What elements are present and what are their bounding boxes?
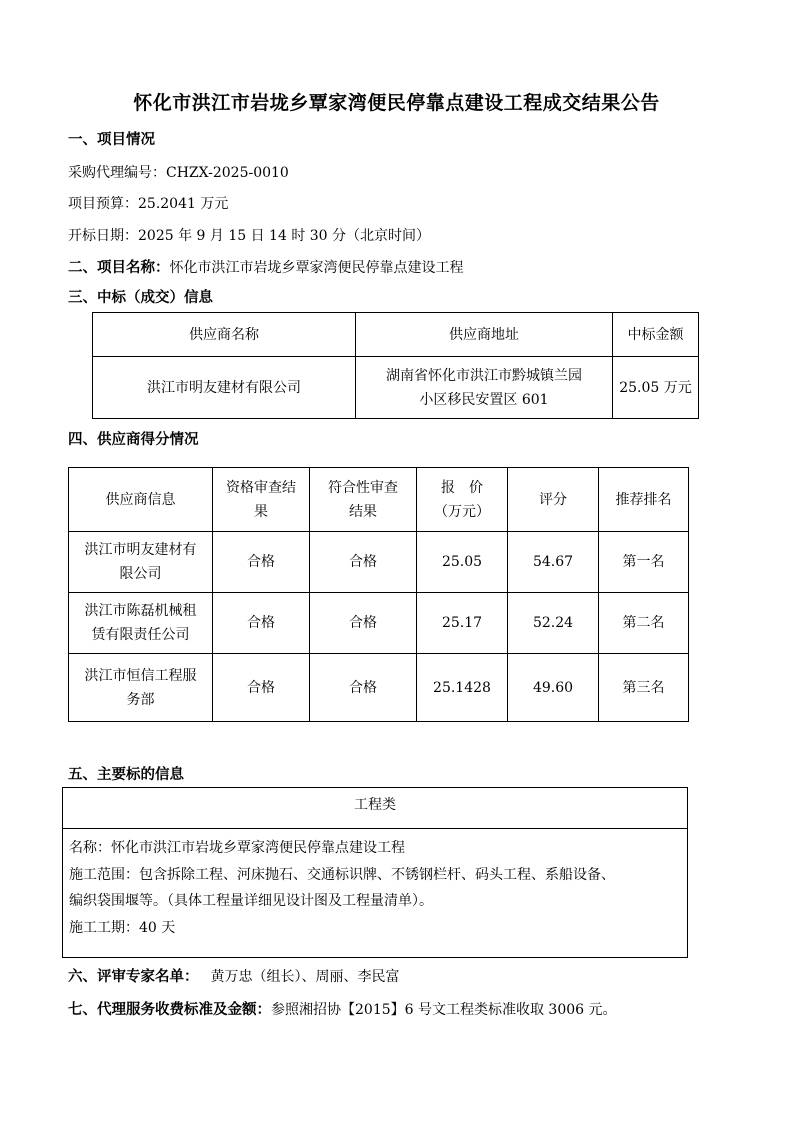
- conformity-result: 合格: [310, 654, 417, 722]
- section5-heading: 五、主要标的信息: [68, 767, 184, 783]
- subject-category: 工程类: [63, 788, 687, 829]
- page-title: 怀化市洪江市岩垅乡覃家湾便民停靠点建设工程成交结果公告: [133, 92, 660, 114]
- section2-line: [68, 256, 464, 277]
- expert-list: 黄万忠（组长）、周丽、李民富: [210, 969, 400, 985]
- header-conformity-line1: 符合性审查: [328, 479, 398, 496]
- subject-period: 施工工期：40 天: [69, 919, 176, 936]
- supplier-name-line2: 赁有限责任公司: [91, 627, 190, 643]
- header-winning-amount: 中标金额: [613, 313, 699, 357]
- section3-heading: 三、中标（成交）信息: [68, 290, 213, 306]
- project-budget: 项目预算：25.2041 万元: [68, 196, 229, 212]
- section2-heading: 二、项目名称：: [68, 260, 170, 276]
- winner-amount: 25.05 万元: [613, 357, 699, 419]
- table-row: [69, 654, 689, 722]
- rank-value: 第一名: [599, 532, 689, 593]
- winner-address: [356, 357, 613, 419]
- qualification-result: 合格: [213, 532, 310, 593]
- subject-scope-line2: 编织袋围堰等。（具体工程量详细见设计图及工程量清单）。: [69, 893, 433, 909]
- conformity-result: 合格: [310, 593, 417, 654]
- winner-table-row: [93, 357, 699, 419]
- supplier-name-line2: 限公司: [119, 566, 162, 582]
- quote-price: 25.17: [417, 593, 508, 654]
- section4-heading: 四、供应商得分情况: [68, 432, 199, 448]
- project-name: 怀化市洪江市岩垅乡覃家湾便民停靠点建设工程: [169, 260, 464, 276]
- header-qualification-line1: 资格审查结: [226, 479, 296, 496]
- header-price-line2: （万元）: [434, 503, 490, 520]
- supplier-name-line1: 洪江市陈磊机械租: [84, 603, 197, 619]
- section7-line: [68, 998, 617, 1019]
- score-value: 52.24: [508, 593, 599, 654]
- table-row: [69, 532, 689, 593]
- conformity-result: 合格: [310, 532, 417, 593]
- qualification-result: 合格: [213, 654, 310, 722]
- service-fee: 参照湘招协【2015】6 号文工程类标准收取 3006 元。: [271, 1002, 617, 1018]
- header-supplier-name: 供应商名称: [93, 313, 356, 357]
- section6-heading: 六、评审专家名单：: [68, 969, 199, 985]
- rank-value: 第三名: [599, 654, 689, 722]
- header-price: [417, 468, 508, 532]
- header-conformity-line2: 结果: [349, 503, 377, 520]
- section7-heading: 七、代理服务收费标准及金额：: [68, 1002, 271, 1018]
- section6-line: [68, 965, 400, 986]
- supplier-name: [69, 654, 213, 722]
- score-table-header: [69, 468, 689, 532]
- header-conformity: [310, 468, 417, 532]
- winner-table-header: [93, 313, 699, 357]
- open-date: 开标日期：2025 年 9 月 15 日 14 时 30 分（北京时间）: [68, 228, 431, 244]
- score-value: 54.67: [508, 532, 599, 593]
- supplier-name-line2: 务部: [126, 691, 155, 708]
- supplier-name-line1: 洪江市恒信工程服: [84, 667, 197, 684]
- subject-name: 名称：怀化市洪江市岩垅乡覃家湾便民停靠点建设工程: [69, 840, 405, 856]
- header-price-line1: 报 价: [441, 479, 483, 496]
- header-qualification-line2: 果: [254, 503, 268, 520]
- header-supplier-address: 供应商地址: [356, 313, 613, 357]
- subject-scope-line1: 施工范围：包含拆除工程、河床抛石、交通标识牌、不锈钢栏杆、码头工程、系船设备、: [69, 866, 615, 883]
- supplier-name: [69, 532, 213, 593]
- quote-price: 25.05: [417, 532, 508, 593]
- winner-name: 洪江市明友建材有限公司: [93, 357, 356, 419]
- header-rank: 推荐排名: [599, 468, 689, 532]
- quote-price: 25.1428: [417, 654, 508, 722]
- header-supplier-info: 供应商信息: [69, 468, 213, 532]
- winner-table: [92, 312, 699, 419]
- subject-details: [63, 829, 687, 941]
- winner-address-line2: 小区移民安置区 601: [419, 391, 549, 408]
- winner-address-line1: 湖南省怀化市洪江市黔城镇兰园: [386, 367, 582, 384]
- rank-value: 第二名: [599, 593, 689, 654]
- section1-heading: 一、项目情况: [68, 132, 155, 148]
- qualification-result: 合格: [213, 593, 310, 654]
- supplier-name-line1: 洪江市明友建材有: [84, 542, 197, 558]
- table-row: [69, 593, 689, 654]
- subject-info-box: [62, 787, 688, 958]
- agency-code: 采购代理编号：CHZX-2025-0010: [68, 165, 289, 181]
- header-score: 评分: [508, 468, 599, 532]
- header-qualification: [213, 468, 310, 532]
- score-table: [68, 467, 689, 722]
- supplier-name: [69, 593, 213, 654]
- score-value: 49.60: [508, 654, 599, 722]
